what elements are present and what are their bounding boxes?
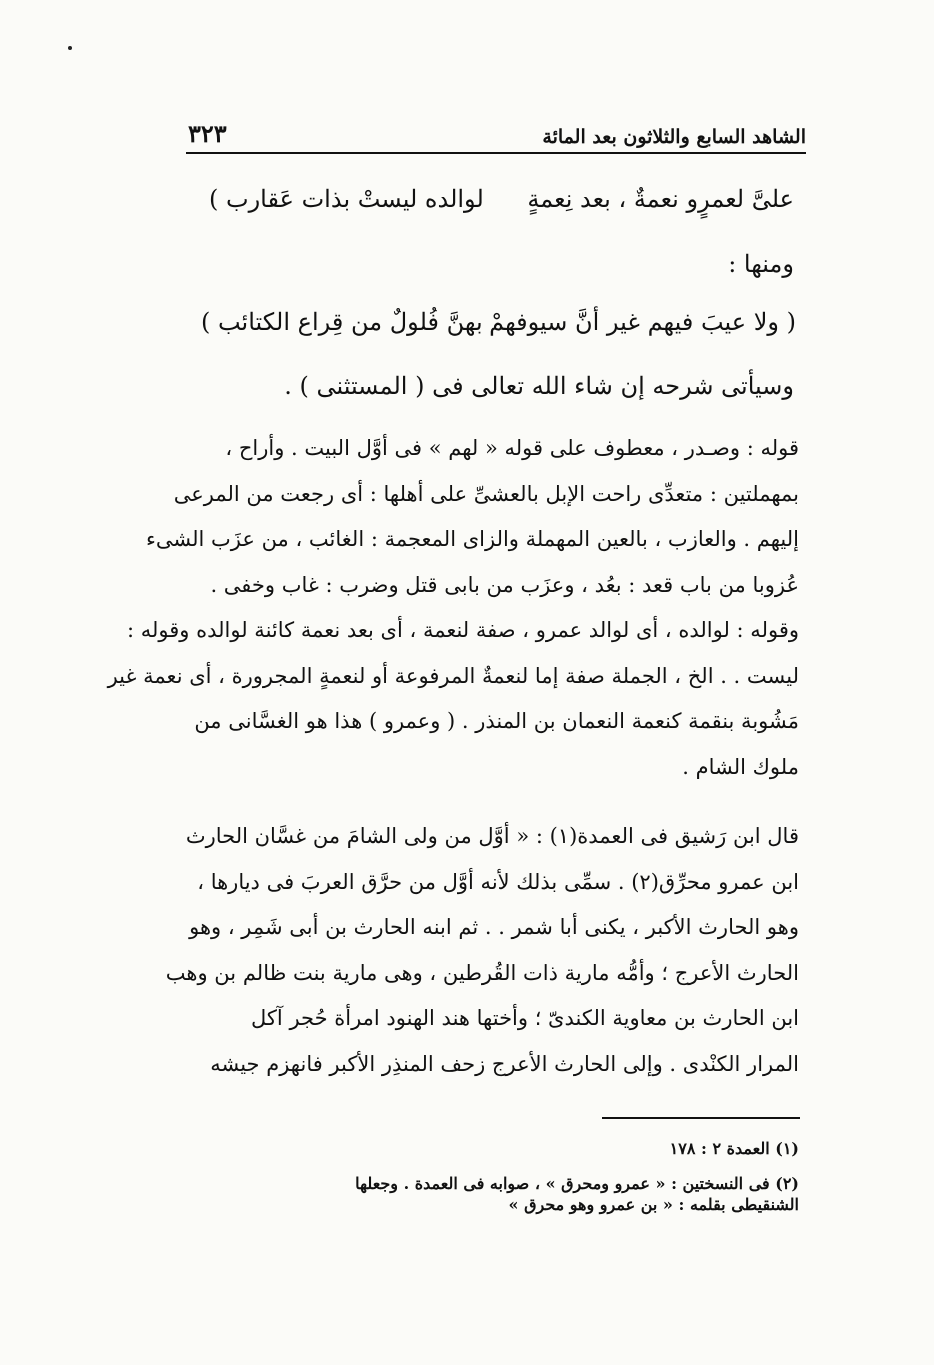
footnote-2 bbox=[195, 1173, 799, 1215]
paragraph-line: قال ابن رَشيق فى العمدة(١) : « أوَّل من ولى الشامَ من غسَّان الحارث bbox=[185, 824, 799, 848]
paragraph-line: وهو الحارث الأكبر ، يكنى أبا شمر . . ثم ابنه الحارث بن أبى شَمِر ، وهو bbox=[189, 915, 799, 939]
verse-2-second-hemistich: بهنَّ فُلولٌ من قِراع الكتائب ) bbox=[201, 308, 483, 336]
verse-line-1 bbox=[209, 185, 794, 213]
footnote-line: (٢) فى النسختين : « عمرو ومحرق » ، صوابه فى العمدة . وجعلها bbox=[355, 1174, 799, 1193]
footnote-1 bbox=[195, 1138, 799, 1159]
paragraph-line: بمهملتين : متعدِّى راحت الإبل بالعشىِّ على أهلها : أى رجعت من المرعى bbox=[173, 481, 799, 506]
paragraph-line: عُزوبا من باب قعد : بعُد ، وعزَب من بابى قتل وضرب : غاب وخفى . bbox=[210, 572, 799, 597]
header-rule bbox=[186, 152, 806, 154]
page-header bbox=[188, 108, 806, 148]
footnotes bbox=[195, 1138, 799, 1229]
footnote-line: (١) العمدة ٢ : ١٧٨ bbox=[669, 1139, 799, 1158]
paragraph-line: ملوك الشام . bbox=[682, 754, 799, 779]
running-title: الشاهد السابع والثلاثون بعد المائة bbox=[542, 126, 806, 148]
verse-1-second-hemistich: لوالده ليستْ بذات عَقارب ) bbox=[209, 185, 484, 213]
paragraph-line: ليست . . الخ ، الجملة صفة إما لنعمةٌ المرفوعة أو لنعمةٍ المجرورة ، أى نعمة غير bbox=[107, 663, 799, 688]
paragraph-line: الحارث الأعرج ؛ وأمُّه مارية ذات القُرطين ، وهى مارية بنت ظالم بن وهب bbox=[165, 960, 799, 985]
paragraph-line: المرار الكنْدى . وإلى الحارث الأعرج زحف المنذِر الأكبر فانهزم جيشه bbox=[210, 1051, 799, 1076]
page-number: ٣٢٣ bbox=[188, 119, 227, 148]
paragraph-line: ابن الحارث بن معاوية الكندىّ ؛ وأختها هند الهنود امرأة حُجر آكل bbox=[251, 1006, 799, 1030]
verse-2-first-hemistich: ( ولا عيبَ فيهم غير أنَّ سيوفهمْ bbox=[489, 308, 796, 336]
verse-1-first-hemistich: علىَّ لعمرٍو نعمةٌ ، بعد نِعمةٍ bbox=[527, 185, 794, 213]
commentary-paragraph-1 bbox=[107, 426, 799, 790]
scan-speck bbox=[68, 46, 72, 50]
paragraph-line: قوله : وصـدر ، معطوف على قوله « لهم » فى أوَّل البيت . وأراح ، bbox=[225, 436, 799, 460]
paragraph-line: ابن عمرو محرِّق(٢) . سمِّى بذلك لأنه أوَّل من حرَّق العربَ فى ديارها ، bbox=[197, 869, 799, 894]
sayati-line: وسيأتى شرحه إن شاء الله تعالى فى ( المستثنى ) . bbox=[284, 372, 794, 400]
verse-line-2 bbox=[201, 308, 796, 336]
paragraph-line: وقوله : لوالده ، أى لوالد عمرو ، صفة لنعمة ، أى بعد نعمة كائنة لوالده وقوله : bbox=[127, 618, 799, 642]
commentary-paragraph-2 bbox=[165, 814, 799, 1087]
minha-line: ومنها : bbox=[728, 250, 794, 278]
footnote-line: الشنقيطى بقلمه : « بن عمرو وهو محرق » bbox=[508, 1195, 799, 1214]
paragraph-line: إليهم . والعازب ، بالعين المهملة والزاى المعجمة : الغائب ، من عزَب الشىء bbox=[145, 527, 799, 551]
footnote-rule bbox=[602, 1117, 800, 1119]
paragraph-line: مَشُوبة بنقمة كنعمة النعمان بن المنذر . ( وعمرو ) هذا هو الغسَّانى من bbox=[194, 709, 799, 733]
